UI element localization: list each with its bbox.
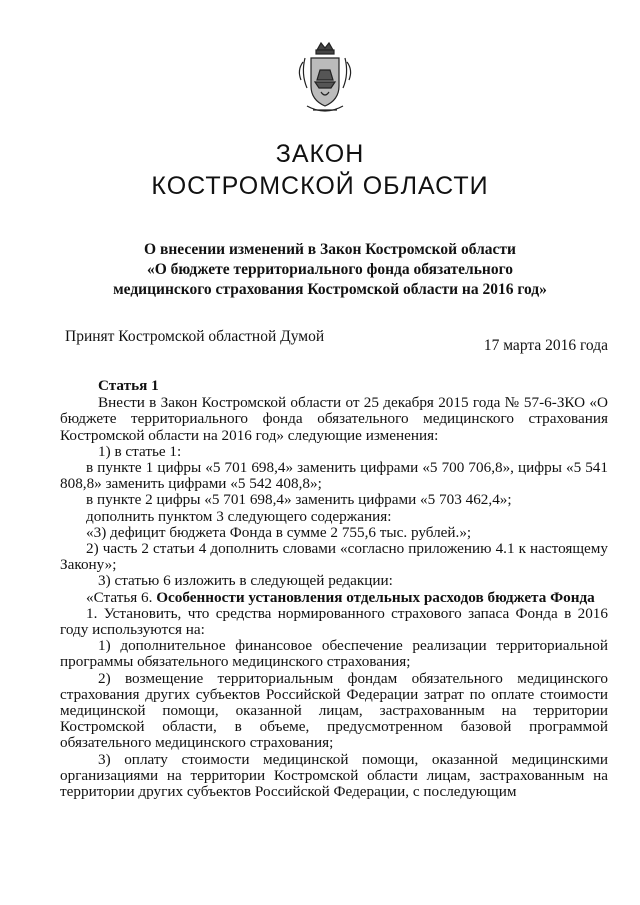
paragraph-1: 1) в статье 1: [98,442,182,460]
article6-title: Особенности установления отдельных расходов бюджета Фонда [156,588,595,606]
article-intro: Внести в Закон Костромской области от 25 декабря 2015 года № 57-6-ЗКО «О бюджете территориального фонда обязательного медицинского страхования Костромской области на 2016 год» следующие изменения: [60,394,608,444]
law-title-line2: КОСТРОМСКОЙ ОБЛАСТИ [151,172,489,200]
coat-of-arms-icon [295,40,355,120]
law-title-line1: ЗАКОН [275,140,365,168]
subitem-3: 3) оплату стоимости медицинской помощи, оказанной медицинскими организациями на территории Костромской области лицам, застрахованным на территории других субъектов Российской Федерации, с последующим [60,750,608,801]
item-1: 1. Установить, что средства нормированного страхового запаса Фонда в 2016 году используются на: [60,604,608,639]
subtitle-line2: «О бюджете территориального фонда обязательного [146,261,514,278]
paragraph-1c: дополнить пунктом 3 следующего содержания: [86,507,392,525]
article-heading: Статья 1 [98,377,159,394]
article6-prefix: «Статья 6. [86,588,153,606]
paragraph-1a: в пункте 1 цифры «5 701 698,4» заменить цифрами «5 700 706,8», цифры «5 541 808,8» заменить цифрами «5 542 408,8»; [60,459,608,493]
paragraph-2: 2) часть 2 статьи 4 дополнить словами «согласно приложению 4.1 к настоящему Закону»; [60,540,608,574]
law-subtitle [60,240,600,300]
subitem-1: 1) дополнительное финансовое обеспечение реализации территориальной программы обязательного медицинского страхования; [60,637,608,671]
subitem-2: 2) возмещение территориальным фондам обязательного медицинского страхования других субъектов Российской Федерации затрат по оплате стоимости медицинской помощи, оказанной лицам, застрахованным на территории Костромской области, в объеме, предусмотренном базовой программой обязательного медицинского страхования; [60,669,608,752]
paragraph-3: 3) статью 6 изложить в следующей редакции: [98,572,393,590]
article6-heading [60,590,608,606]
article-body [60,378,608,800]
adopted-by: Принят Костромской областной Думой [65,328,325,345]
subtitle-line1: О внесении изменений в Закон Костромской области [144,241,516,258]
law-title [0,138,640,202]
subtitle-line3: медицинского страхования Костромской области на 2016 год» [113,281,547,298]
adoption-date: 17 марта 2016 года [483,337,608,354]
paragraph-1d: «3) дефицит бюджета Фонда в сумме 2 755,6 тыс. рублей.»; [86,523,472,541]
paragraph-1b: в пункте 2 цифры «5 701 698,4» заменить цифрами «5 703 462,4»; [86,491,512,509]
